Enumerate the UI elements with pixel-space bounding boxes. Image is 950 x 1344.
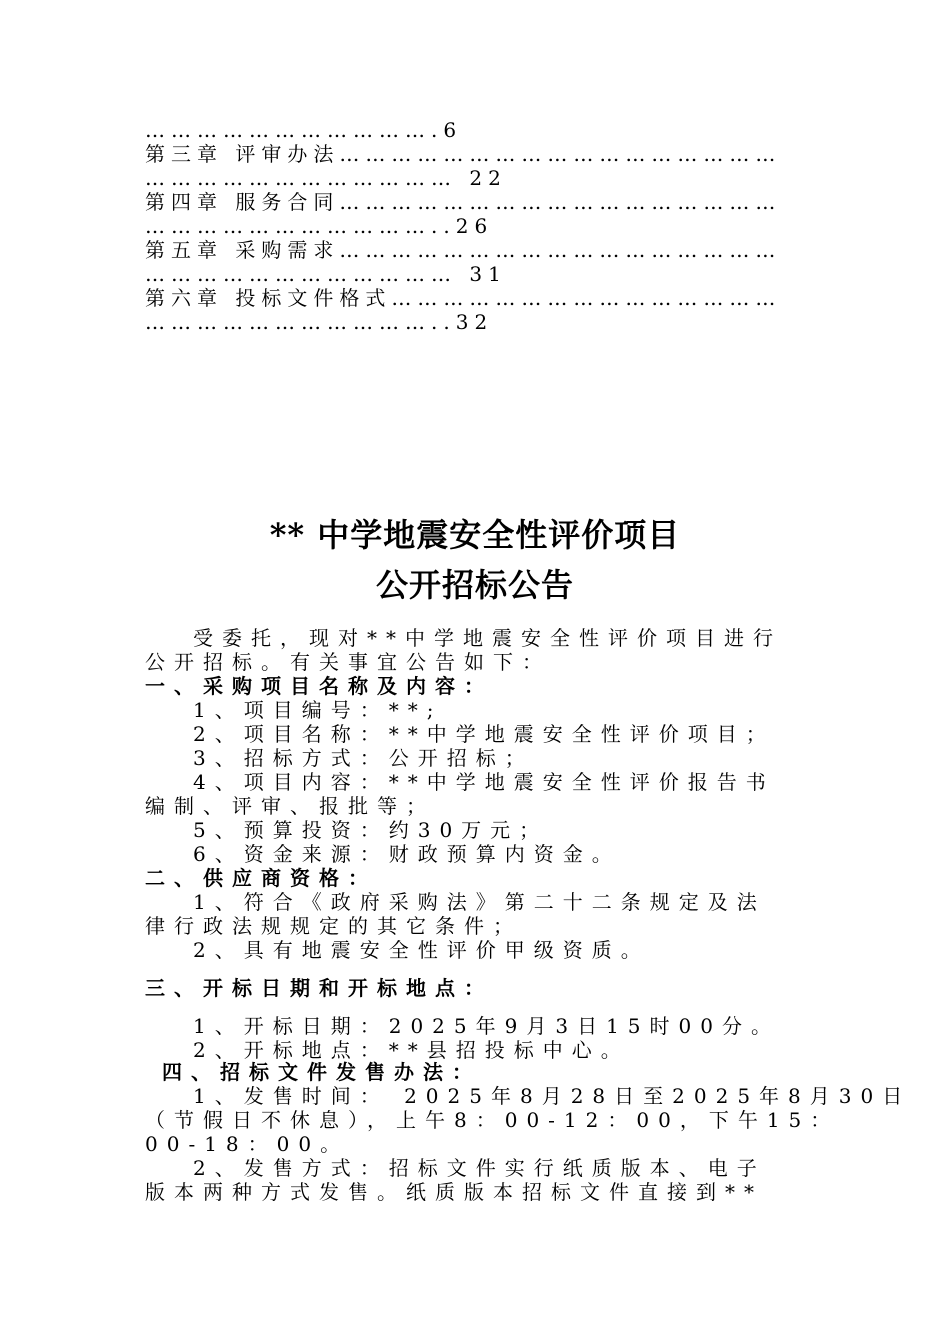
document-title: ** 中学地震安全性评价项目 — [269, 516, 681, 554]
toc-entry-chapter-3: 第三章 评审办法…………………………………………… — [145, 142, 782, 166]
list-item: 2、具有地震安全性评价甲级资质。 — [193, 938, 650, 962]
list-item: 1、符合《政府采购法》第二十二条规定及法 — [193, 890, 766, 914]
toc-line: ……………………………… 31 — [145, 262, 507, 286]
list-item: 3、招标方式：公开招标； — [193, 746, 534, 770]
list-item-cont: 版本两种方式发售。纸质版本招标文件直接到** — [145, 1180, 763, 1204]
list-item-cont: 00-18：00。 — [145, 1132, 350, 1156]
intro-paragraph: 受委托，现对**中学地震安全性评价项目进行 — [193, 626, 782, 650]
toc-line: ……………………………… 22 — [145, 166, 507, 190]
section-heading-1: 一、采购项目名称及内容： — [145, 674, 493, 698]
list-item: 2、开标地点：**县招投标中心。 — [193, 1038, 630, 1062]
section-heading-4: 四、招标文件发售办法： — [162, 1060, 481, 1084]
intro-paragraph-cont: 公开招标。有关事宜公告如下： — [145, 650, 551, 674]
toc-line: ……………………………..26 — [145, 214, 494, 238]
list-item: 6、资金来源：财政预算内资金。 — [193, 842, 621, 866]
list-item: 1、项目编号：**; — [193, 698, 443, 722]
list-item: 2、项目名称：**中学地震安全性评价项目； — [193, 722, 775, 746]
toc-line: ……………………………..32 — [145, 310, 494, 334]
toc-entry-chapter-4: 第四章 服务合同…………………………………………… — [145, 190, 782, 214]
list-item-cont: 编制、评审、报批等； — [145, 794, 435, 818]
toc-entry-chapter-5: 第五章 采购需求…………………………………………… — [145, 238, 782, 262]
section-heading-3: 三、开标日期和开标地点： — [145, 976, 493, 1000]
list-item: 2、发售方式：招标文件实行纸质版本、电子 — [193, 1156, 766, 1180]
list-item: 5、预算投资：约30万元； — [193, 818, 549, 842]
toc-line: …………………………….6 — [145, 118, 463, 142]
list-item: 1、开标日期：2025年9月3日15时00分。 — [193, 1014, 780, 1038]
list-item: 4、项目内容：**中学地震安全性评价报告书 — [193, 770, 775, 794]
list-item: 1、发售时间： 2025年8月28日至2025年8月30日 — [193, 1084, 912, 1108]
document-subtitle: 公开招标公告 — [375, 566, 574, 604]
list-item-cont: 律行政法规规定的其它条件； — [145, 914, 522, 938]
toc-entry-chapter-6: 第六章 投标文件格式……………………………………… — [145, 286, 782, 310]
list-item-cont: （节假日不休息），上午8：00-12：00，下午15： — [145, 1108, 840, 1132]
section-heading-2: 二、供应商资格： — [145, 866, 377, 890]
